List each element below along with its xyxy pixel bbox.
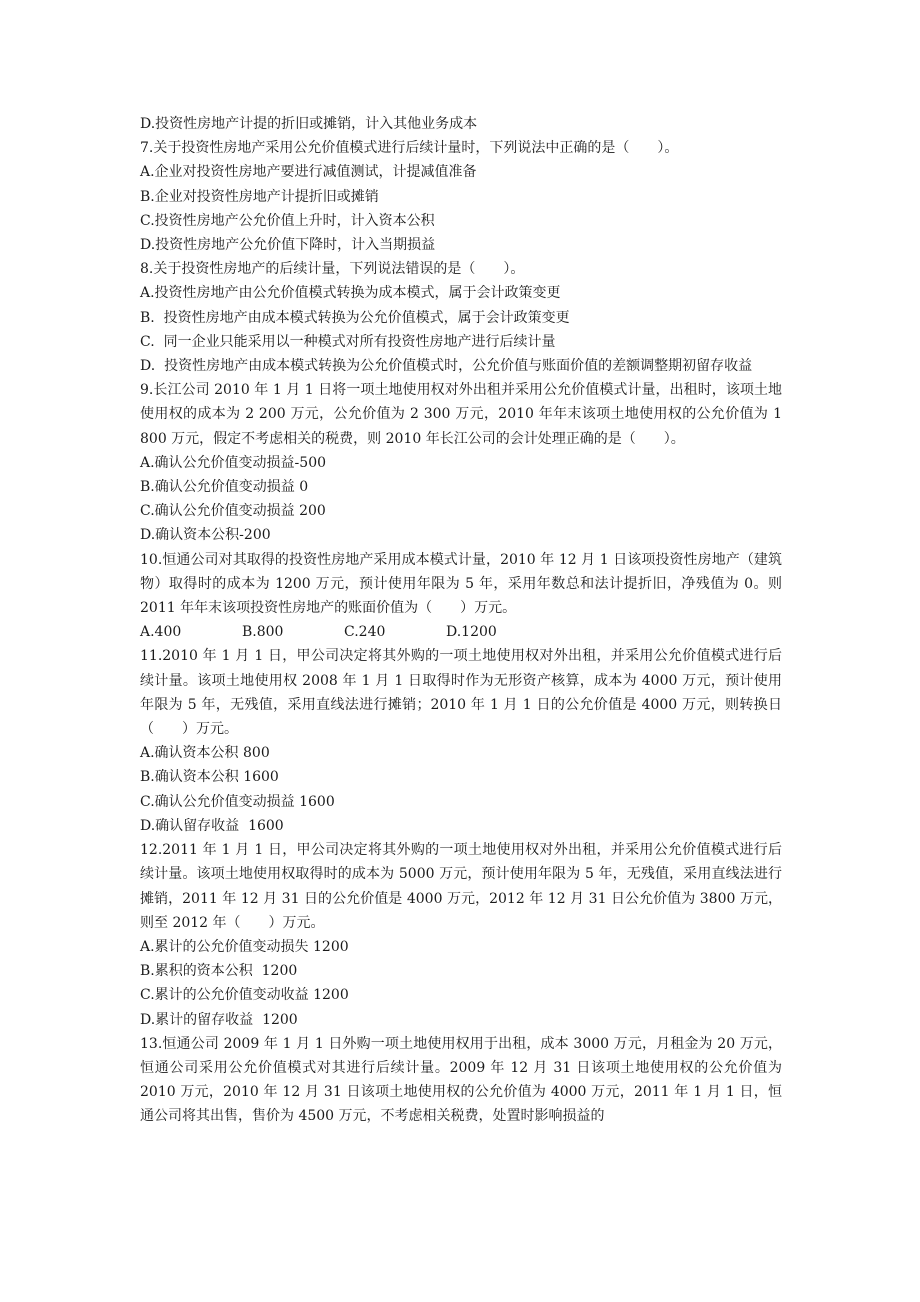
q11-option-c: C.确认公允价值变动损益 1600 <box>140 793 335 810</box>
q12-option-d: D.累计的留存收益 1200 <box>140 1011 298 1028</box>
q7-option-c: C.投资性房地产公允价值上升时，计入资本公积 <box>140 212 435 229</box>
q8-option-d: D. 投资性房地产由成本模式转换为公允价值模式时，公允价值与账面价值的差额调整期初留存收益 <box>140 358 753 375</box>
q11-option-b: B.确认资本公积 1600 <box>140 769 279 786</box>
question-11-stem: 11.2010 年 1 月 1 日，甲公司决定将其外购的一项土地使用权对外出租，并采用公允价值模式进行后续计量。该项土地使用权 2008 年 1 月 1 日取得时作为无形资产核算，成本为 4000 万元，预计使用年限为 5 年，无残值，采用直线法进行摊销；2010 年 1 月 1 日的公允价值是 4000 万元，则转换日（ ）万元。 <box>140 648 782 738</box>
document-page <box>140 112 782 1129</box>
q8-option-b: B. 投资性房地产由成本模式转换为公允价值模式，属于会计政策变更 <box>140 309 570 326</box>
q7-option-a: A.企业对投资性房地产要进行减值测试，计提减值准备 <box>140 164 477 181</box>
question-10-stem: 10.恒通公司对其取得的投资性房地产采用成本模式计量，2010 年 12 月 1 日该项投资性房地产（建筑物）取得时的成本为 1200 万元，预计使用年限为 5 年，采用年数总和法计提折旧，净残值为 0。则 2011 年年末该项投资性房地产的账面价值为（ ）万元。 <box>140 551 782 617</box>
q10-option-d: D.1200 <box>446 624 497 641</box>
q12-option-a: A.累计的公允价值变动损失 1200 <box>140 938 349 955</box>
question-12-stem: 12.2011 年 1 月 1 日，甲公司决定将其外购的一项土地使用权对外出租，并采用公允价值模式进行后续计量。该项土地使用权取得时的成本为 5000 万元，预计使用年限为 5 年，无残值，采用直线法进行摊销，2011 年 12 月 31 日的公允价值是 4000 万元，2012 年 12 月 31 日公允价值为 3800 万元，则至 2012 年（ ）万元。 <box>140 842 782 931</box>
q12-option-b: B.累积的资本公积 1200 <box>140 963 298 980</box>
q10-option-c: C.240 <box>344 624 386 641</box>
q9-option-d: D.确认资本公积-200 <box>140 527 271 544</box>
q8-option-c: C. 同一企业只能采用以一种模式对所有投资性房地产进行后续计量 <box>140 333 556 350</box>
question-13-stem: 13.恒通公司 2009 年 1 月 1 日外购一项土地使用权用于出租，成本 3000 万元，月租金为 20 万元，恒通公司采用公允价值模式对其进行后续计量。2009 年 12 月 31 日该项土地使用权的公允价值为 2010 万元，2010 年 12 月 31 日该项土地使用权的公允价值为 4000 万元，2011 年 1 月 1 日，恒通公司将其出售，售价为 4500 万元，不考虑相关税费，处置时影响损益的 <box>140 1035 782 1125</box>
q9-option-c: C.确认公允价值变动损益 200 <box>140 503 326 520</box>
q9-option-b: B.确认公允价值变动损益 0 <box>140 479 309 496</box>
q10-option-a: A.400 <box>140 624 182 641</box>
q12-option-c: C.累计的公允价值变动收益 1200 <box>140 987 349 1004</box>
question-9-stem: 9.长江公司 2010 年 1 月 1 日将一项土地使用权对外出租并采用公允价值模式计量，出租时，该项土地使用权的成本为 2 200 万元，公允价值为 2 300 万元，2010 年年末该项土地使用权的公允价值为 1 800 万元，假定不考虑相关的税费，则 2010 年长江公司的会计处理正确的是（ ）。 <box>140 382 782 447</box>
q10-option-b: B.800 <box>242 624 284 641</box>
q11-option-a: A.确认资本公积 800 <box>140 745 270 762</box>
q7-option-d: D.投资性房地产公允价值下降时，计入当期损益 <box>140 237 436 254</box>
q10-options <box>140 620 782 644</box>
q7-option-b: B.企业对投资性房地产计提折旧或摊销 <box>140 188 379 205</box>
q11-option-d: D.确认留存收益 1600 <box>140 817 284 834</box>
q9-option-a: A.确认公允价值变动损益-500 <box>140 454 327 471</box>
q8-option-a: A.投资性房地产由公允价值模式转换为成本模式，属于会计政策变更 <box>140 285 561 302</box>
text-line: D.投资性房地产计提的折旧或摊销，计入其他业务成本 <box>140 116 478 132</box>
question-8-stem: 8.关于投资性房地产的后续计量，下列说法错误的是（ ）。 <box>140 261 525 278</box>
question-7-stem: 7.关于投资性房地产采用公允价值模式进行后续计量时，下列说法中正确的是（ ）。 <box>140 140 679 157</box>
